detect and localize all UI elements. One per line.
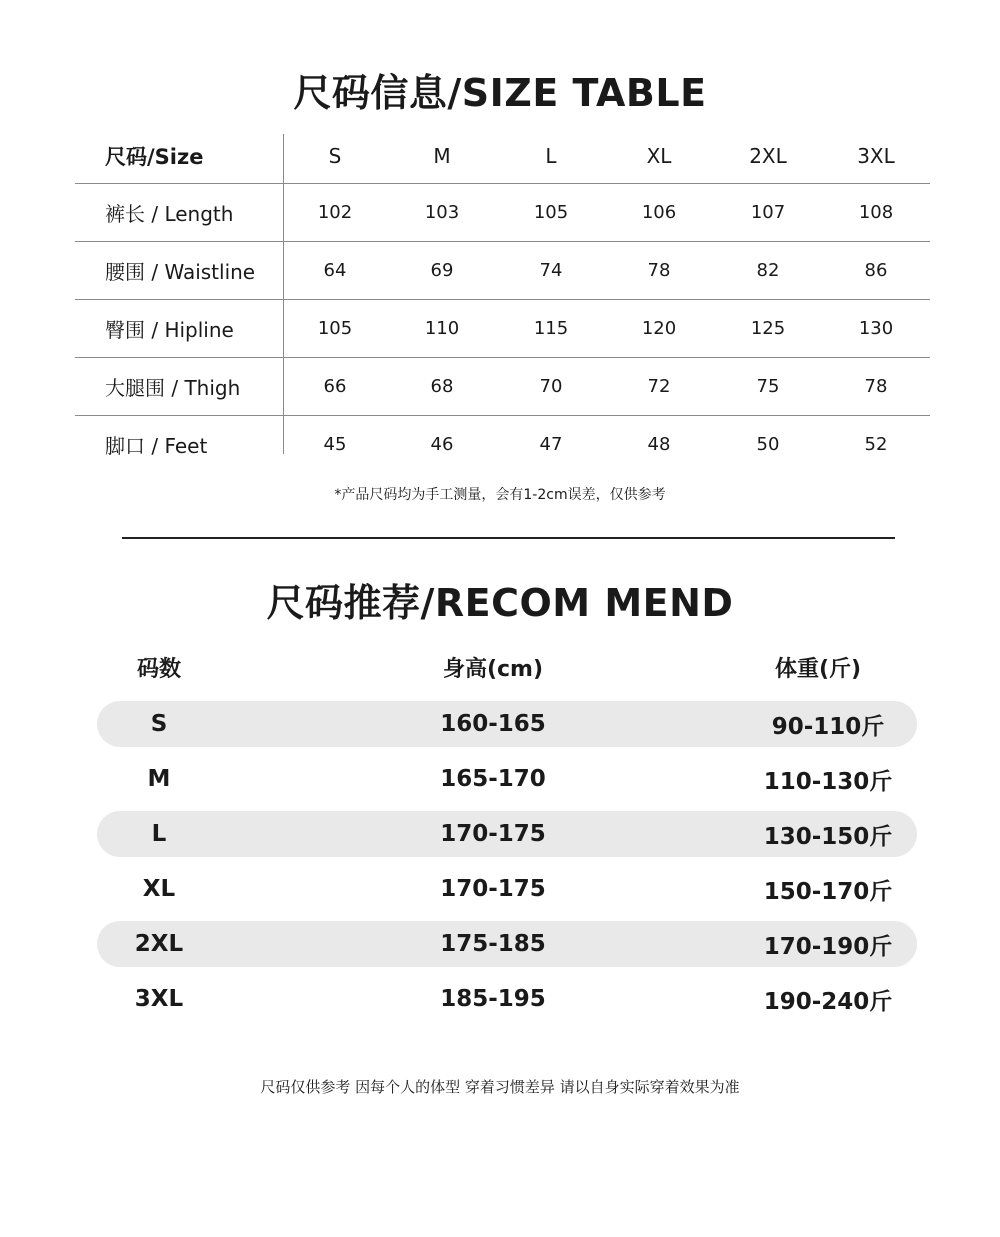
recommend-height: 160-165 bbox=[440, 711, 546, 737]
table-row bbox=[75, 358, 930, 416]
recommend-height: 170-175 bbox=[440, 821, 546, 847]
table-cell: 75 bbox=[756, 376, 780, 397]
header-size: 码数 bbox=[136, 656, 181, 682]
table-row bbox=[75, 184, 930, 242]
recommend-size: M bbox=[147, 766, 171, 792]
recommend-row bbox=[97, 976, 917, 1022]
row-label: 大腿围 / Thigh bbox=[105, 376, 241, 400]
recommend-size: 3XL bbox=[134, 986, 184, 1012]
table-cell: 102 bbox=[317, 202, 353, 223]
size-header-cell: 3XL bbox=[857, 143, 895, 168]
recommend-size: L bbox=[151, 821, 167, 847]
recommend-height: 185-195 bbox=[440, 986, 546, 1012]
table-cell: 45 bbox=[323, 434, 347, 455]
table-cell: 50 bbox=[756, 434, 780, 455]
table-cell: 69 bbox=[430, 260, 454, 281]
recommend-height: 175-185 bbox=[440, 931, 546, 957]
measurement-note: *产品尺码均为手工测量，会有1-2cm误差，仅供参考 bbox=[334, 487, 666, 503]
recommend-row bbox=[97, 756, 917, 802]
size-table-title: 尺码信息/SIZE TABLE bbox=[293, 71, 707, 115]
table-cell: 105 bbox=[317, 318, 353, 339]
recommend-size: 2XL bbox=[134, 931, 184, 957]
recommend-height: 170-175 bbox=[440, 876, 546, 902]
row-label: 腰围 / Waistline bbox=[105, 260, 256, 284]
table-cell: 52 bbox=[864, 434, 888, 455]
table-cell: 78 bbox=[864, 376, 888, 397]
size-table-header-row bbox=[75, 128, 930, 184]
recommend-weight: 90-110斤 bbox=[771, 713, 885, 740]
row-label: 裤长 / Length bbox=[105, 202, 234, 226]
table-cell: 107 bbox=[750, 202, 786, 223]
recommend-row bbox=[97, 866, 917, 912]
table-cell: 46 bbox=[430, 434, 454, 455]
table-cell: 115 bbox=[533, 318, 569, 339]
recommend-weight: 130-150斤 bbox=[763, 823, 893, 850]
section-divider bbox=[122, 537, 895, 539]
header-height: 身高(cm) bbox=[442, 656, 544, 682]
table-cell: 64 bbox=[323, 260, 347, 281]
table-column-divider bbox=[283, 134, 284, 454]
size-header-cell: XL bbox=[646, 143, 672, 168]
recommend-row bbox=[97, 701, 917, 747]
recommend-weight: 150-170斤 bbox=[763, 878, 893, 905]
table-cell: 103 bbox=[424, 202, 460, 223]
size-header-cell: S bbox=[328, 143, 342, 168]
recommend-weight: 190-240斤 bbox=[763, 988, 893, 1015]
recommend-row bbox=[97, 921, 917, 967]
header-weight: 体重(斤) bbox=[774, 656, 862, 682]
table-cell: 86 bbox=[864, 260, 888, 281]
table-cell: 106 bbox=[641, 202, 677, 223]
recommend-note: 尺码仅供参考 因每个人的体型 穿着习惯差异 请以自身实际穿着效果为准 bbox=[260, 1078, 740, 1096]
recommend-title: 尺码推荐/RECOM MEND bbox=[266, 581, 734, 625]
recommend-size: S bbox=[150, 711, 168, 737]
table-cell: 130 bbox=[858, 318, 894, 339]
row-label: 脚口 / Feet bbox=[105, 434, 208, 458]
table-cell: 78 bbox=[647, 260, 671, 281]
table-cell: 74 bbox=[539, 260, 563, 281]
table-cell: 108 bbox=[858, 202, 894, 223]
size-header-cell: L bbox=[545, 143, 557, 168]
recommend-header-row bbox=[97, 644, 917, 690]
table-row bbox=[75, 416, 930, 473]
recommend-weight: 170-190斤 bbox=[763, 933, 893, 960]
recommend-weight: 110-130斤 bbox=[763, 768, 893, 795]
table-row bbox=[75, 242, 930, 300]
recommend-row bbox=[97, 811, 917, 857]
table-row bbox=[75, 300, 930, 358]
table-cell: 72 bbox=[647, 376, 671, 397]
table-cell: 48 bbox=[647, 434, 671, 455]
table-cell: 66 bbox=[323, 376, 347, 397]
table-cell: 105 bbox=[533, 202, 569, 223]
table-cell: 47 bbox=[539, 434, 563, 455]
table-cell: 68 bbox=[430, 376, 454, 397]
table-cell: 70 bbox=[539, 376, 563, 397]
size-header-label: 尺码/Size bbox=[105, 144, 204, 169]
size-table bbox=[75, 128, 930, 473]
recommend-height: 165-170 bbox=[440, 766, 546, 792]
table-cell: 82 bbox=[756, 260, 780, 281]
recommend-size: XL bbox=[142, 876, 176, 902]
row-label: 臀围 / Hipline bbox=[105, 318, 234, 342]
size-header-cell: 2XL bbox=[749, 143, 787, 168]
size-header-cell: M bbox=[433, 143, 451, 168]
table-cell: 110 bbox=[424, 318, 460, 339]
table-cell: 120 bbox=[641, 318, 677, 339]
table-cell: 125 bbox=[750, 318, 786, 339]
